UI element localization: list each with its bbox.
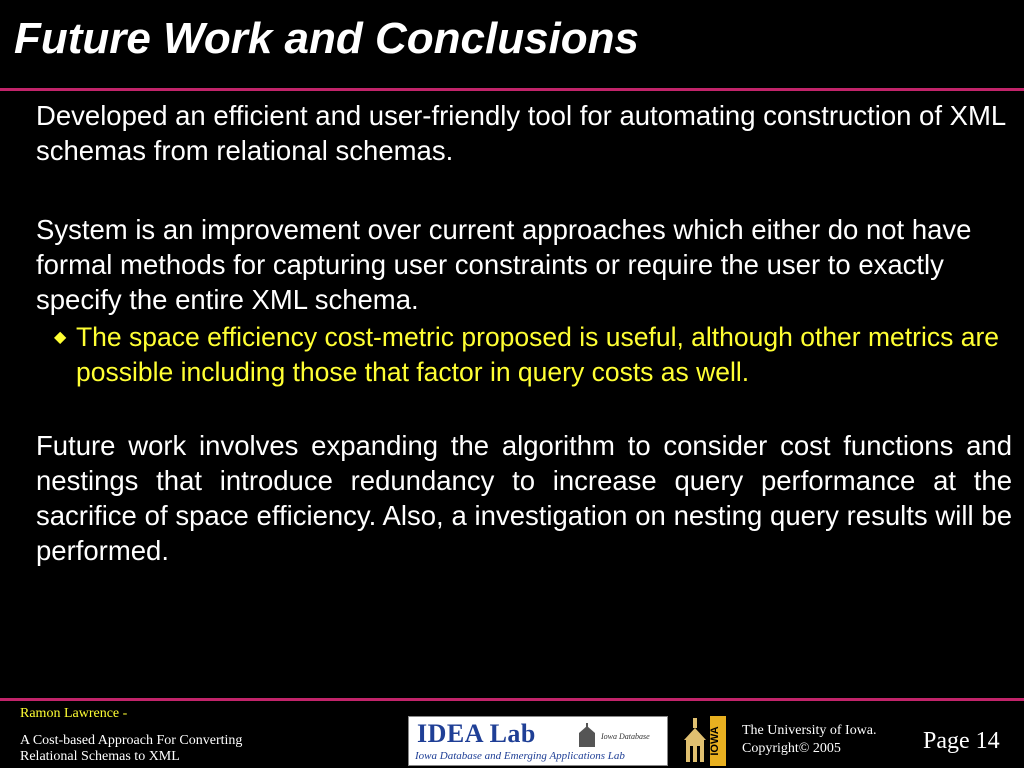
- paragraph-1: Developed an efficient and user-friendly tool for automating construction of XML schemas from relational schemas.: [36, 100, 1006, 166]
- paragraph-2: System is an improvement over current approaches which either do not have formal methods for capturing user constraints or require the user to exactly specify the entire XML schema.: [36, 214, 972, 315]
- copyright: Copyright© 2005: [742, 741, 841, 756]
- slide-title: Future Work and Conclusions: [14, 14, 640, 63]
- talk-title-line-2: Relational Schemas to XML: [20, 749, 180, 764]
- diamond-bullet-icon: ◆: [54, 329, 67, 346]
- footer-talk-title: [20, 733, 320, 765]
- university-name: The University of Iowa.: [742, 723, 877, 738]
- idea-lab-logo: [408, 716, 668, 766]
- logo-mark-text: Iowa Database: [601, 732, 650, 741]
- paragraph-3: Future work involves expanding the algorithm to consider cost functions and nestings that introduce redundancy to increase query performance at the sacrifice of space efficiency. Also, a investigation on nesting query results will be performed.: [36, 430, 1012, 566]
- sub-bullet-text: The space efficiency cost-metric proposed is useful, although other metrics are possible including those that factor in query costs as well.: [76, 322, 1000, 387]
- talk-title-line-1: A Cost-based Approach For Converting: [20, 733, 243, 748]
- title-divider: [0, 88, 1024, 91]
- idea-lab-logo-subtitle: Iowa Database and Emerging Applications Lab: [415, 750, 625, 762]
- slide-body: [36, 98, 1012, 568]
- iowa-logo-icon: [682, 714, 730, 768]
- idea-lab-logo-title: IDEA Lab: [417, 719, 536, 748]
- sub-bullet-item: [54, 320, 1012, 390]
- iowa-logo-text: IOWA: [709, 726, 721, 756]
- footer-author: Ramon Lawrence -: [20, 706, 128, 721]
- page-number: Page 14: [923, 728, 1000, 754]
- footer-divider: [0, 698, 1024, 701]
- database-building-icon: [577, 723, 657, 749]
- university-credit: [742, 722, 877, 758]
